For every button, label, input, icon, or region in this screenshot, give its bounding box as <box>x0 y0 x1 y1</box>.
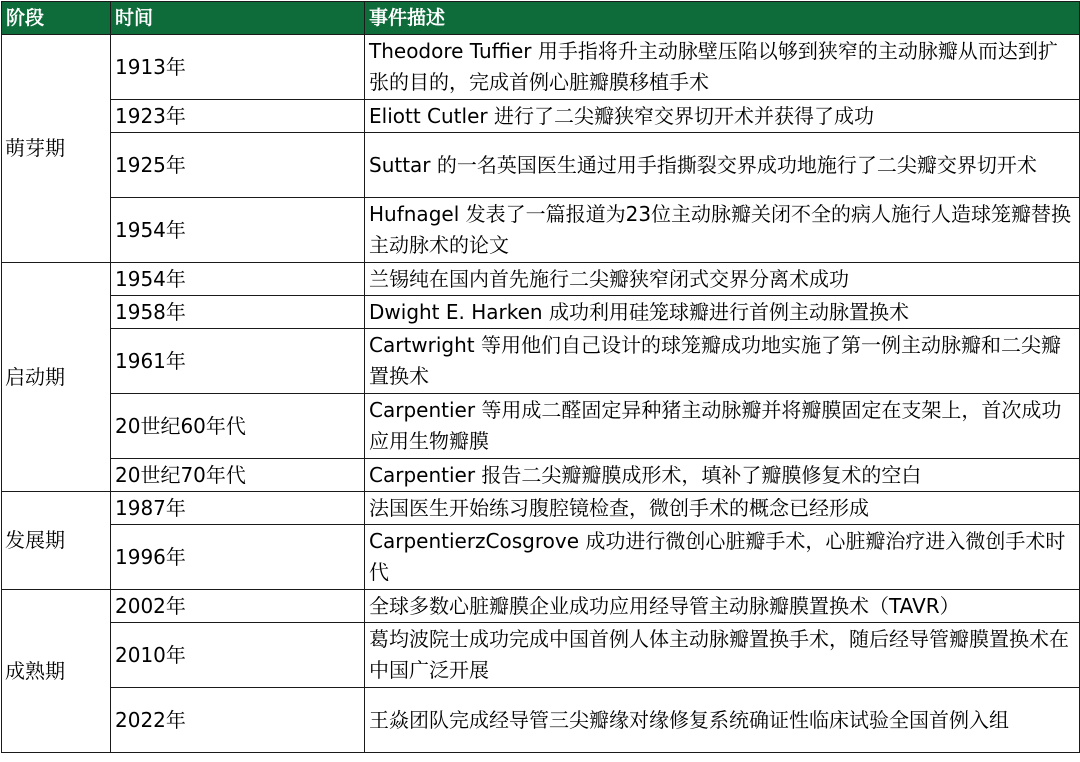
time-cell: 1954年 <box>111 263 365 296</box>
header-event: 事件描述 <box>365 2 1080 35</box>
time-cell: 1913年 <box>111 35 365 100</box>
time-cell: 1987年 <box>111 492 365 525</box>
stage-cell: 发展期 <box>2 492 111 590</box>
event-cell: Suttar 的一名英国医生通过用手指撕裂交界成功地施行了二尖瓣交界切开术 <box>365 133 1080 198</box>
stage-cell: 启动期 <box>2 263 111 492</box>
table-row <box>2 525 1080 590</box>
table-row <box>2 688 1080 753</box>
time-cell: 2022年 <box>111 688 365 753</box>
event-cell: Carpentier 等用成二醛固定异种猪主动脉瓣并将瓣膜固定在支架上，首次成功应用生物瓣膜 <box>365 394 1080 459</box>
time-cell: 1923年 <box>111 100 365 133</box>
table-row <box>2 100 1080 133</box>
table-row <box>2 198 1080 263</box>
event-cell: Hufnagel 发表了一篇报道为23位主动脉瓣关闭不全的病人施行人造球笼瓣替换主动脉术的论文 <box>365 198 1080 263</box>
event-cell: 王焱团队完成经导管三尖瓣缘对缘修复系统确证性临床试验全国首例入组 <box>365 688 1080 753</box>
time-cell: 1996年 <box>111 525 365 590</box>
event-cell: 兰锡纯在国内首先施行二尖瓣狭窄闭式交界分离术成功 <box>365 263 1080 296</box>
event-cell: Cartwright 等用他们自己设计的球笼瓣成功地实施了第一例主动脉瓣和二尖瓣置换术 <box>365 329 1080 394</box>
event-cell: Eliott Cutler 进行了二尖瓣狭窄交界切开术并获得了成功 <box>365 100 1080 133</box>
table-row <box>2 623 1080 688</box>
time-cell: 1961年 <box>111 329 365 394</box>
table-row <box>2 590 1080 623</box>
event-cell: Dwight E. Harken 成功利用硅笼球瓣进行首例主动脉置换术 <box>365 296 1080 329</box>
event-cell: 全球多数心脏瓣膜企业成功应用经导管主动脉瓣膜置换术（TAVR） <box>365 590 1080 623</box>
time-cell: 1925年 <box>111 133 365 198</box>
time-cell: 1954年 <box>111 198 365 263</box>
table-row <box>2 263 1080 296</box>
time-cell: 20世纪60年代 <box>111 394 365 459</box>
event-cell: 葛均波院士成功完成中国首例人体主动脉瓣置换手术，随后经导管瓣膜置换术在中国广泛开展 <box>365 623 1080 688</box>
table-row <box>2 329 1080 394</box>
stage-cell: 萌芽期 <box>2 35 111 263</box>
table-row <box>2 35 1080 100</box>
table-row <box>2 492 1080 525</box>
table-row <box>2 133 1080 198</box>
development-timeline-table <box>1 1 1080 753</box>
table-row <box>2 394 1080 459</box>
event-cell: 法国医生开始练习腹腔镜检查，微创手术的概念已经形成 <box>365 492 1080 525</box>
table-row <box>2 459 1080 492</box>
header-stage: 阶段 <box>2 2 111 35</box>
table-header-row <box>2 2 1080 35</box>
event-cell: CarpentierzCosgrove 成功进行微创心脏瓣手术，心脏瓣治疗进入微创手术时代 <box>365 525 1080 590</box>
event-cell: Theodore Tuffier 用手指将升主动脉壁压陷以够到狭窄的主动脉瓣从而达到扩张的目的，完成首例心脏瓣膜移植手术 <box>365 35 1080 100</box>
time-cell: 20世纪70年代 <box>111 459 365 492</box>
header-time: 时间 <box>111 2 365 35</box>
time-cell: 2010年 <box>111 623 365 688</box>
time-cell: 1958年 <box>111 296 365 329</box>
event-cell: Carpentier 报告二尖瓣瓣膜成形术，填补了瓣膜修复术的空白 <box>365 459 1080 492</box>
stage-cell: 成熟期 <box>2 590 111 753</box>
table-row <box>2 296 1080 329</box>
time-cell: 2002年 <box>111 590 365 623</box>
